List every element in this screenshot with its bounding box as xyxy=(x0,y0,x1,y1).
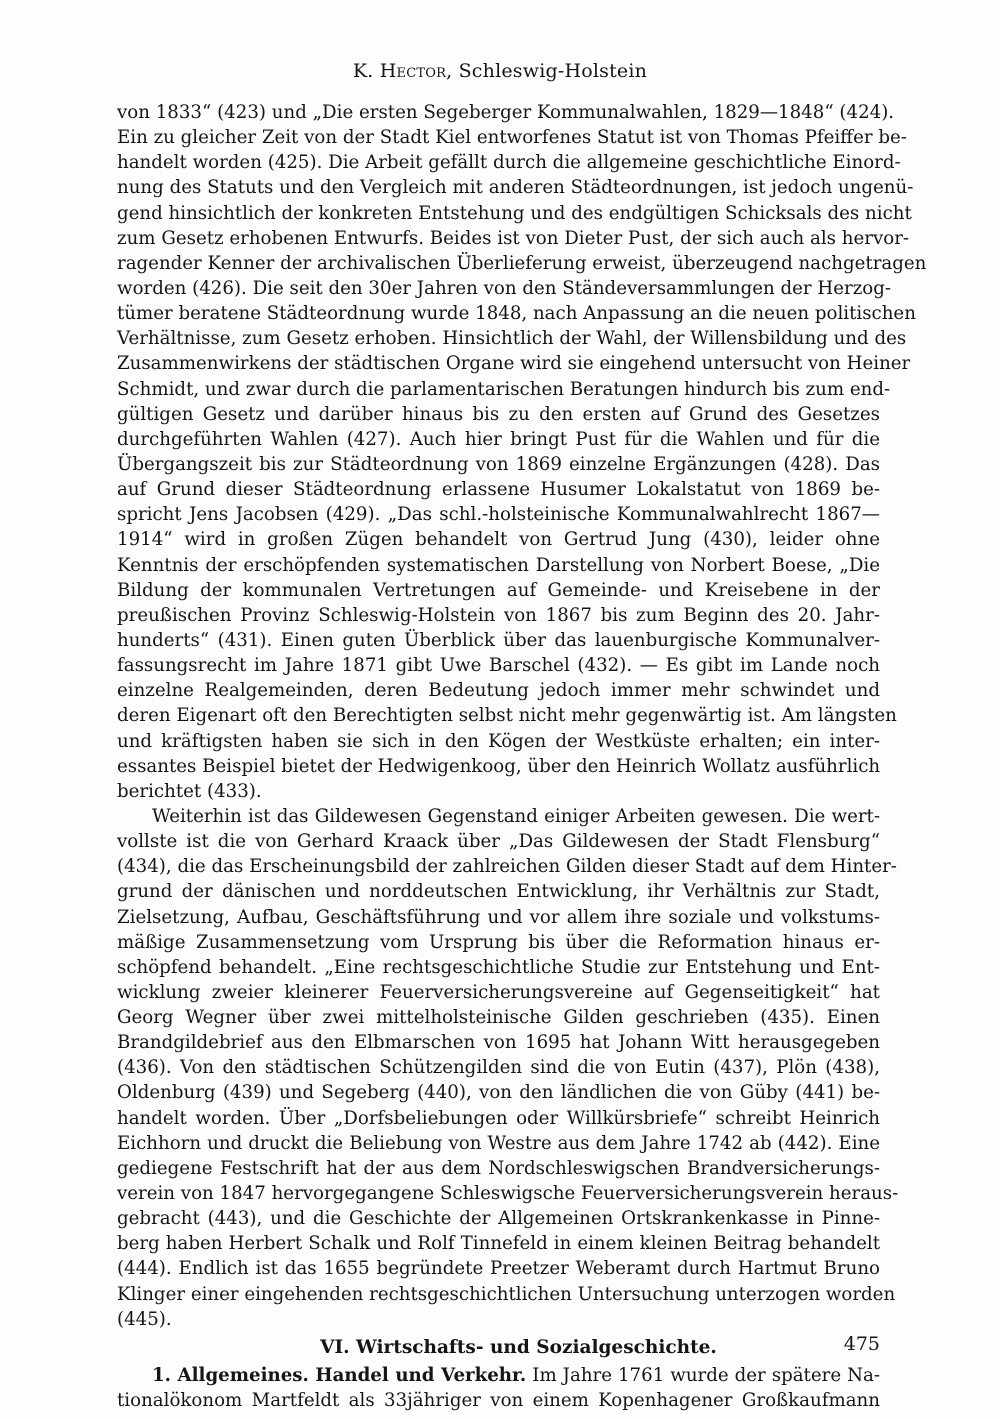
running-head xyxy=(0,60,1000,82)
text-line: mäßige Zusammensetzung vom Ursprung bis über die Reformation hinaus er- xyxy=(117,931,880,953)
text-line: schöpfend behandelt. „Eine rechtsgeschichtliche Studie zur Entstehung und Ent- xyxy=(117,956,880,978)
text-line: auf Grund dieser Städteordnung erlassene Husumer Lokalstatut von 1869 be- xyxy=(117,479,880,501)
text-line: vollste ist die von Gerhard Kraack über „Das Gildewesen der Stadt Flensburg“ xyxy=(117,831,880,853)
text-line: grund der dänischen und norddeutschen Entwicklung, ihr Verhältnis zur Stadt, xyxy=(117,881,880,903)
text-line: fassungsrecht im Jahre 1871 gibt Uwe Barschel (432). — Es gibt im Lande noch xyxy=(117,655,880,677)
text-line: gebracht (443), und die Geschichte der Allgemeinen Ortskrankenkasse in Pinne- xyxy=(117,1208,880,1230)
text-line: tionalökonom Martfeldt als 33jähriger von einem Kopenhagener Großkaufmann xyxy=(117,1390,880,1412)
text-line: Schmidt, und zwar durch die parlamentarischen Beratungen hindurch bis zum end- xyxy=(117,378,891,400)
text-line: Oldenburg (439) und Segeberg (440), von den ländlichen die von Güby (441) be- xyxy=(117,1082,880,1104)
text-line: Zielsetzung, Aufbau, Geschäftsführung und vor allem ihre soziale und volkstums- xyxy=(117,906,880,928)
text-line: tümer beratene Städteordnung wurde 1848, nach Anpassung an die neuen politischen xyxy=(117,303,916,325)
text-line: Verhältnisse, zum Gesetz erhoben. Hinsichtlich der Wahl, der Willensbildung und des xyxy=(117,328,907,350)
text-line: von 1833“ (423) und „Die ersten Segeberger Kommunalwahlen, 1829—1848“ (424). xyxy=(117,102,895,123)
text-line: Georg Wegner über zwei mittelholsteinische Gilden geschrieben (435). Einen xyxy=(117,1007,880,1029)
subsection-heading: 1. Allgemeines. Handel und Verkehr. xyxy=(152,1364,527,1386)
text-line: worden (426). Die seit den 30er Jahren von den Ständeversammlungen der Herzog- xyxy=(117,277,892,299)
text-line: Eichhorn und druckt die Beliebung von Westre aus dem Jahre 1742 ab (442). Eine xyxy=(117,1132,880,1154)
text-line: Kenntnis der erschöpfenden systematischen Darstellung von Norbert Boese, „Die xyxy=(117,554,880,576)
text-line: nung des Statuts und den Vergleich mit anderen Städteordnungen, ist jedoch ungenü- xyxy=(117,177,914,199)
text-line: Bildung der kommunalen Vertretungen auf Gemeinde- und Kreisebene in der xyxy=(117,579,880,601)
subsection-text: Im Jahre 1761 wurde der spätere Na- xyxy=(526,1364,880,1386)
text-line: gültigen Gesetz und darüber hinaus bis zu den ersten auf Grund des Gesetzes xyxy=(117,403,880,425)
section-heading: VI. Wirtschafts- und Sozialgeschichte. xyxy=(320,1336,717,1358)
text-line: zum Gesetz erhobenen Entwurfs. Beides ist von Dieter Pust, der sich auch als hervor- xyxy=(117,227,910,249)
running-head-author: K. Hector xyxy=(352,60,447,82)
text-line: verein von 1847 hervorgegangene Schleswigsche Feuerversicherungsverein heraus- xyxy=(117,1183,899,1205)
text-line: handelt worden. Über „Dorfsbeliebungen oder Willkürsbriefe“ schreibt Heinrich xyxy=(117,1107,880,1129)
text-line: Ein zu gleicher Zeit von der Stadt Kiel entworfenes Statut ist von Thomas Pfeiffer be- xyxy=(117,127,907,149)
text-line: ragender Kenner der archivalischen Überlieferung erweist, überzeugend nachgetragen xyxy=(117,252,927,274)
text-line: deren Eigenart oft den Berechtigten selbst nicht mehr gegenwärtig ist. Am längsten xyxy=(117,705,897,727)
text-line: Zusammenwirkens der städtischen Organe wird sie eingehend untersucht von Heiner xyxy=(117,353,911,375)
text-line: Übergangszeit bis zur Städteordnung von 1869 einzelne Ergänzungen (428). Das xyxy=(117,453,880,475)
text-line: handelt worden (425). Die Arbeit gefällt durch die allgemeine geschichtliche Einord- xyxy=(117,152,901,174)
text-line: preußischen Provinz Schleswig-Holstein von 1867 bis zum Beginn des 20. Jahr- xyxy=(117,604,880,626)
text-line: spricht Jens Jacobsen (429). „Das schl.-holsteinische Kommunalwahlrecht 1867— xyxy=(117,504,880,526)
running-head-title: Schleswig-Holstein xyxy=(458,60,648,82)
text-line: einzelne Realgemeinden, deren Bedeutung jedoch immer mehr schwindet und xyxy=(117,680,880,702)
text-line: (434), die das Erscheinungsbild der zahlreichen Gilden dieser Stadt auf dem Hinter- xyxy=(117,856,897,878)
text-line: hunderts“ (431). Einen guten Überblick über das lauenburgische Kommunalver- xyxy=(117,629,880,651)
text-line: durchgeführten Wahlen (427). Auch hier bringt Pust für die Wahlen und für die xyxy=(117,428,880,450)
text-line: Brandgildebrief aus den Elbmarschen von 1695 hat Johann Witt herausgegeben xyxy=(117,1032,880,1054)
page-number: 475 xyxy=(843,1333,880,1355)
text-line: berg haben Herbert Schalk und Rolf Tinnefeld in einem kleinen Beitrag behandelt xyxy=(117,1233,880,1255)
body-text xyxy=(117,100,927,1413)
text-line xyxy=(117,1363,880,1388)
text-line: und kräftigsten haben sie sich in den Kögen der Westküste erhalten; ein inter- xyxy=(117,730,880,752)
text-line: gediegene Festschrift hat der aus dem Nordschleswigschen Brandversicherungs- xyxy=(117,1157,880,1179)
text-line: Weiterhin ist das Gildewesen Gegenstand einiger Arbeiten gewesen. Die wert- xyxy=(152,805,880,827)
text-line: essantes Beispiel bietet der Hedwigenkoog, über den Heinrich Wollatz ausführlich xyxy=(117,755,881,777)
text-line: gend hinsichtlich der konkreten Entstehung und des endgültigen Schicksals des nicht xyxy=(117,202,912,224)
text-line: wicklung zweier kleinerer Feuerversicherungsvereine auf Gegenseitigkeit“ hat xyxy=(117,981,880,1003)
text-line: (444). Endlich ist das 1655 begründete Preetzer Weberamt durch Hartmut Bruno xyxy=(117,1258,880,1280)
text-line: (445). xyxy=(117,1308,172,1330)
running-head-separator: , xyxy=(446,60,459,82)
text-line: (436). Von den städtischen Schützengilden sind die von Eutin (437), Plön (438), xyxy=(117,1057,880,1079)
text-line: berichtet (433). xyxy=(117,780,262,802)
text-line: 1914“ wird in großen Zügen behandelt von Gertrud Jung (430), leider ohne xyxy=(117,529,880,551)
text-line: Klinger einer eingehenden rechtsgeschichtlichen Untersuchung unterzogen worden xyxy=(117,1283,896,1305)
